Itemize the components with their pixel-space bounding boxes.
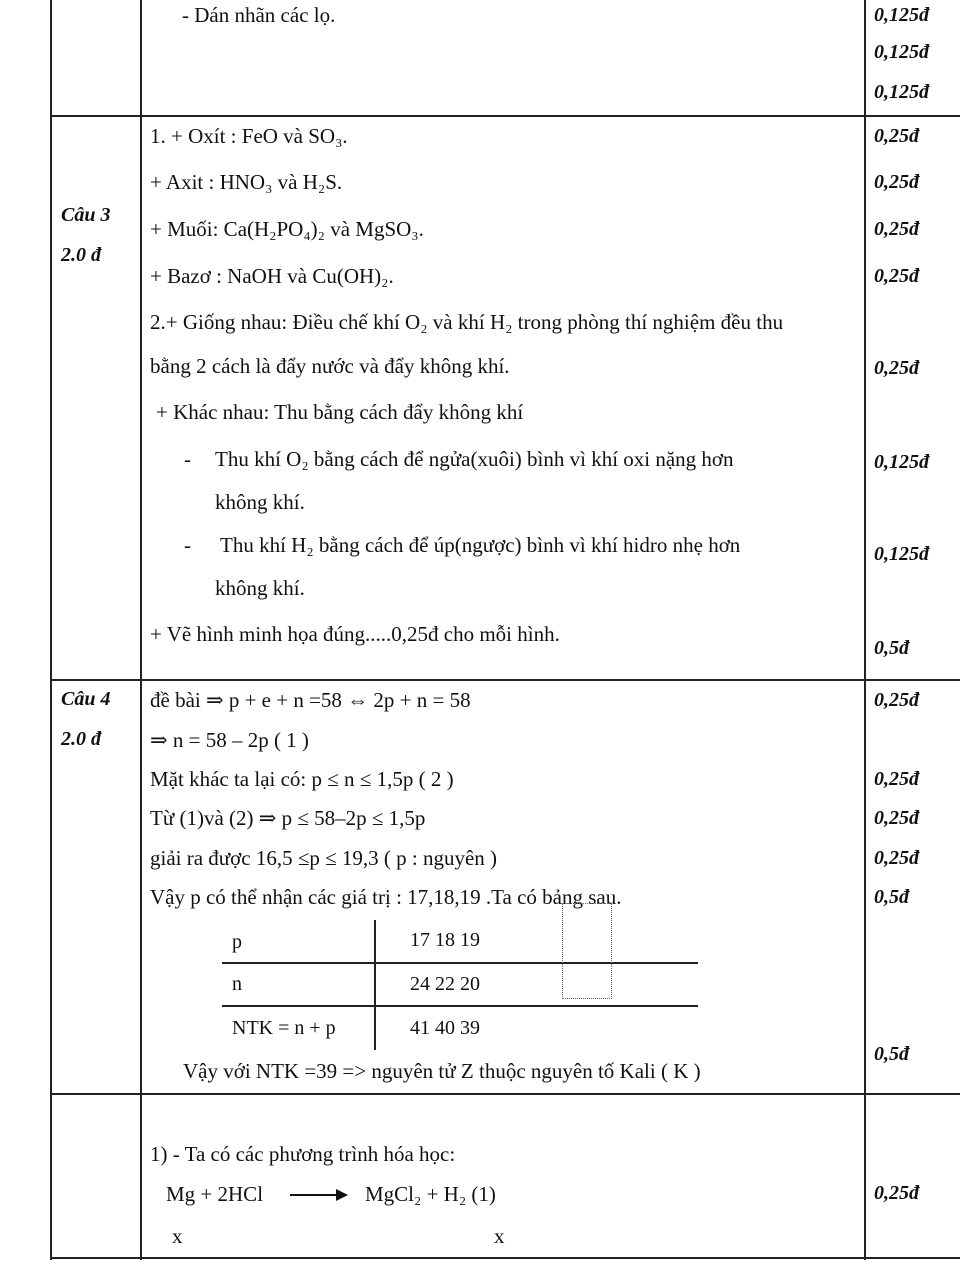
question-score: 2.0 đ (61, 728, 101, 750)
row-divider-bottom (50, 1257, 960, 1259)
content-line: Thu khí O₂ bằng cách để ngửa(xuôi) bình vì khí oxi nặng hơn (215, 447, 734, 471)
mole-variable: x (172, 1224, 183, 1248)
points-value: 0,125đ (874, 4, 929, 26)
table-border-left (50, 0, 52, 1260)
points-value: 0,25đ (874, 768, 919, 790)
table-row-label: p (232, 931, 242, 953)
row-divider-2 (50, 679, 960, 681)
dotted-placeholder-box (562, 903, 612, 999)
content-line: Từ (1)và (2) ⇒ p ≤ 58–2p ≤ 1,5p (150, 806, 426, 830)
points-value: 0,25đ (874, 171, 919, 193)
question-score: 2.0 đ (61, 244, 101, 266)
content-line: bằng 2 cách là đẩy nước và đẩy không khí. (150, 354, 510, 378)
points-value: 0,125đ (874, 543, 929, 565)
points-value: 0,25đ (874, 847, 919, 869)
content-line: + Khác nhau: Thu bằng cách đẩy không khí (156, 400, 524, 424)
content-line: + Bazơ : NaOH và Cu(OH)₂. (150, 264, 394, 288)
question-label: Câu 4 (61, 688, 111, 710)
inner-table-column-divider (374, 920, 376, 1050)
points-value: 0,125đ (874, 451, 929, 473)
table-row-values: 17 18 19 (410, 929, 480, 951)
points-value: 0,5đ (874, 637, 909, 659)
points-value: 0,5đ (874, 1043, 909, 1065)
bullet-dash: - (184, 533, 191, 557)
table-divider-points (864, 0, 866, 1260)
content-line: - Dán nhãn các lọ. (182, 3, 336, 27)
row-divider-1 (50, 115, 960, 117)
inner-table-divider (222, 962, 698, 964)
points-value: 0,25đ (874, 1182, 919, 1204)
content-line: Thu khí H₂ bằng cách để úp(ngược) bình vì khí hidro nhẹ hơn (220, 533, 741, 557)
points-value: 0,25đ (874, 807, 919, 829)
bullet-dash: - (184, 447, 191, 471)
reaction-arrow-icon (290, 1187, 350, 1203)
content-line: Mặt khác ta lại có: p ≤ n ≤ 1,5p ( 2 ) (150, 767, 454, 791)
row-divider-3 (50, 1093, 960, 1095)
content-line: ⇒ n = 58 – 2p ( 1 ) (150, 728, 309, 752)
inner-table-divider (222, 1005, 698, 1007)
content-line: 1. + Oxít : FeO và SO₃. (150, 124, 348, 148)
points-value: 0,25đ (874, 218, 919, 240)
points-value: 0,125đ (874, 41, 929, 63)
points-value: 0,5đ (874, 886, 909, 908)
content-line: + Axit : HNO₃ và H₂S. (150, 170, 343, 194)
table-row-label: NTK = n + p (232, 1017, 336, 1039)
points-value: 0,125đ (874, 81, 929, 103)
table-row-values: 41 40 39 (410, 1017, 480, 1039)
mole-variable: x (494, 1224, 505, 1248)
content-line: 2.+ Giống nhau: Điều chế khí O₂ và khí H₂ trong phòng thí nghiệm đều thu (150, 310, 784, 334)
content-line: 1) - Ta có các phương trình hóa học: (150, 1142, 456, 1166)
content-line: giải ra được 16,5 ≤p ≤ 19,3 ( p : nguyên ) (150, 846, 498, 870)
content-line: không khí. (215, 576, 305, 600)
table-row-values: 24 22 20 (410, 973, 480, 995)
points-value: 0,25đ (874, 689, 919, 711)
table-row-label: n (232, 973, 242, 995)
points-value: 0,25đ (874, 357, 919, 379)
points-value: 0,25đ (874, 265, 919, 287)
content-line: Vậy p có thể nhận các giá trị : 17,18,19 .Ta có bảng sau. (150, 885, 622, 909)
content-line: + Vẽ hình minh họa đúng.....0,25đ cho mỗi hình. (150, 622, 560, 646)
equation-reactants: Mg + 2HCl (166, 1182, 264, 1206)
question-label: Câu 3 (61, 204, 111, 226)
points-value: 0,25đ (874, 125, 919, 147)
content-line: Vậy với NTK =39 => nguyên tử Z thuộc nguyên tố Kali ( K ) (183, 1059, 701, 1083)
equation-products: MgCl₂ + H₂ (1) (365, 1182, 496, 1206)
content-line: không khí. (215, 490, 305, 514)
content-line: đề bài ⇒ p + e + n =58 ⇔ 2p + n = 58 (150, 688, 471, 712)
table-divider-score (140, 0, 142, 1260)
content-line: + Muối: Ca(H₂PO₄)₂ và MgSO₃. (150, 217, 424, 241)
